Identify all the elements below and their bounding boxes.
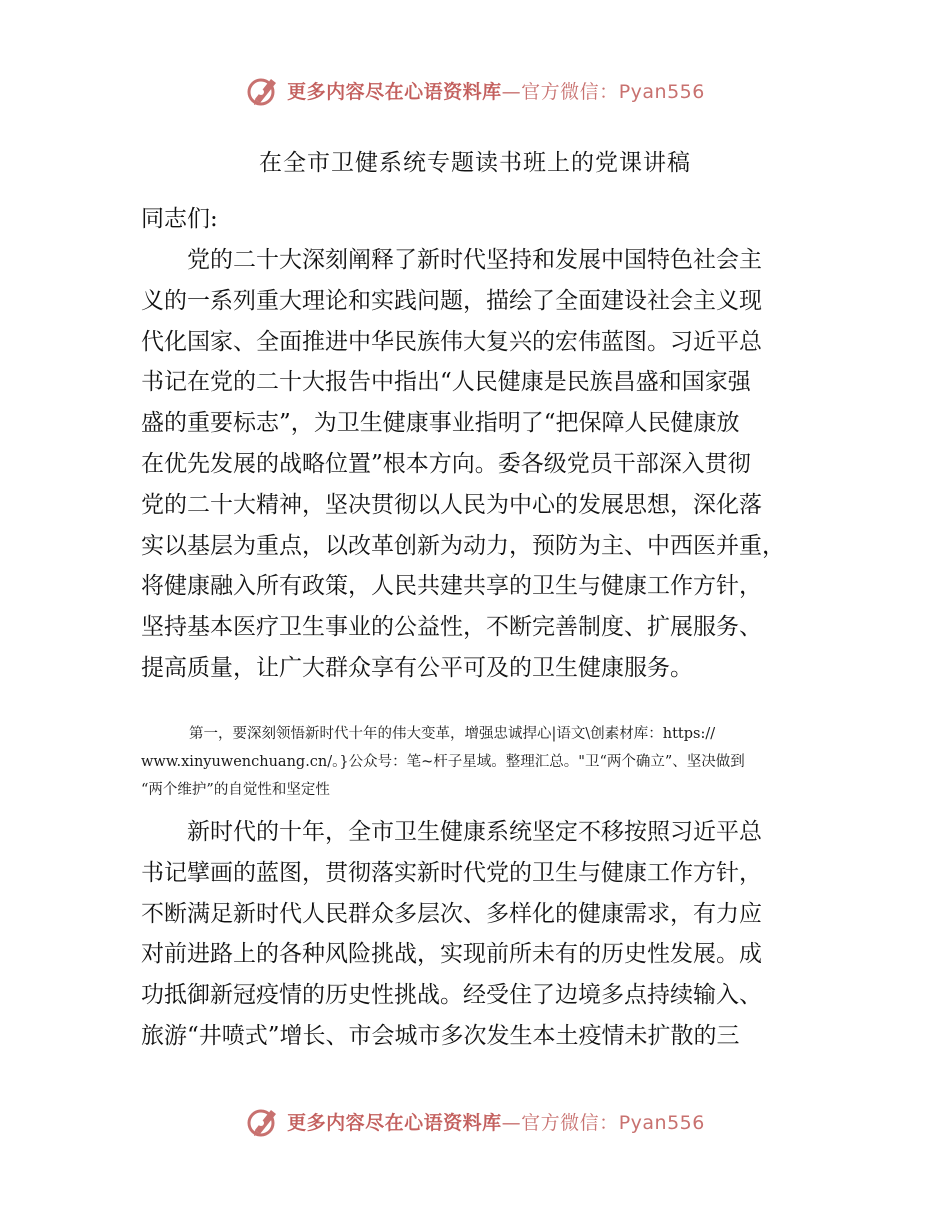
note-line: 第一，要深刻领悟新时代十年的伟大变革，增强忠诚捍心|语文\创素材库：https://	[189, 726, 716, 742]
document-title: 在全市卫健系统专题读书班上的党课讲稿	[259, 150, 691, 176]
watermark-text	[287, 1108, 705, 1135]
paragraph-line: 实以基层为重点，以改革创新为动力，预防为主、中西医并重，	[141, 532, 785, 559]
watermark-banner-top	[0, 70, 950, 110]
intro-paragraph	[141, 240, 831, 689]
paragraph-line: 党的二十大深刻阐释了新时代坚持和发展中国特色社会主	[187, 247, 762, 273]
paragraph-line: 坚持基本医疗卫生事业的公益性，不断完善制度、扩展服务、	[141, 614, 762, 641]
note-line: www.xinyuwenchuang.cn/。}公众号：笔~杆子星域。整理汇总。"卫“两个确立”、坚决做到	[141, 754, 745, 770]
watermark-banner-bottom	[0, 1101, 950, 1141]
paragraph-line: 义的一系列重大理论和实践问题，描绘了全面建设社会主义现	[141, 287, 762, 314]
paragraph-line: 提高质量，让广大群众享有公平可及的卫生健康服务。	[141, 654, 693, 681]
paragraph-line: 将健康融入所有政策，人民共建共享的卫生与健康工作方针，	[141, 573, 762, 600]
watermark-main: 更多内容尽在心语资料库	[287, 80, 502, 103]
watermark-dash: —	[501, 1111, 522, 1134]
note-line: “两个维护”的自觉性和坚定性	[141, 782, 330, 798]
watermark-main: 更多内容尽在心语资料库	[287, 1111, 502, 1134]
watermark-wechat-id: Pyan556	[618, 1111, 705, 1134]
watermark-text	[287, 77, 705, 104]
body-paragraph	[141, 812, 831, 1057]
paragraph-line: 盛的重要标志”，为卫生健康事业指明了“把保障人民健康放	[141, 410, 740, 437]
watermark-label: 官方微信：	[521, 80, 619, 103]
paragraph-line: 不断满足新时代人民群众多层次、多样化的健康需求，有力应	[141, 900, 762, 927]
paragraph-line: 在优先发展的战略位置”根本方向。委各级党员干部深入贯彻	[141, 450, 751, 477]
paragraph-line: 书记在党的二十大报告中指出“人民健康是民族昌盛和国家强	[141, 369, 751, 396]
pen-logo-icon	[245, 1103, 281, 1139]
paragraph-line: 党的二十大精神，坚决贯彻以人民为中心的发展思想，深化落	[141, 491, 762, 518]
paragraph-line: 代化国家、全面推进中华民族伟大复兴的宏伟蓝图。习近平总	[141, 328, 762, 355]
greeting: 同志们:	[141, 206, 218, 232]
watermark-label: 官方微信：	[521, 1111, 619, 1134]
pen-logo-icon	[245, 72, 281, 108]
paragraph-line: 旅游“井喷式”增长、市会城市多次发生本土疫情未扩散的三	[141, 1022, 740, 1049]
paragraph-line: 书记擘画的蓝图，贯彻落实新时代党的卫生与健康工作方针，	[141, 859, 762, 886]
paragraph-line: 对前进路上的各种风险挑战，实现前所未有的历史性发展。成	[141, 941, 762, 968]
section-heading-note	[141, 720, 841, 804]
watermark-wechat-id: Pyan556	[618, 80, 705, 103]
paragraph-line: 新时代的十年，全市卫生健康系统坚定不移按照习近平总	[187, 819, 762, 845]
watermark-dash: —	[501, 80, 522, 103]
paragraph-line: 功抵御新冠疫情的历史性挑战。经受住了边境多点持续输入、	[141, 982, 762, 1009]
